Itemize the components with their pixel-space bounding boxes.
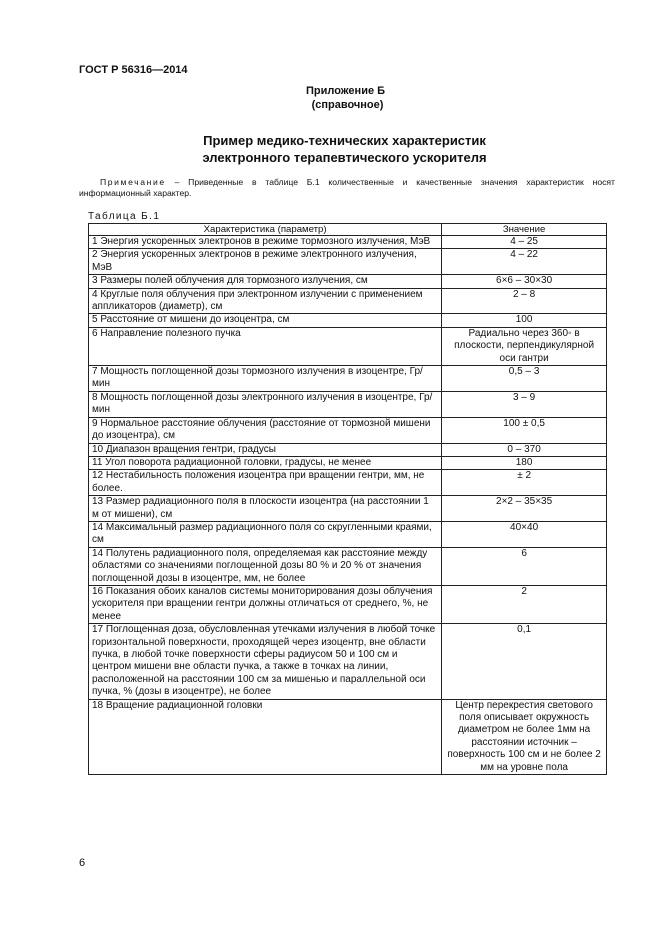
parameter-cell: 16 Показания обоих каналов системы мониторирования дозы облучения ускорителя при вращении гентри должны отличаться от среднего, %, не менее [89, 585, 442, 623]
parameter-cell: 3 Размеры полей облучения для тормозного излучения, см [89, 275, 442, 288]
table-row [89, 288, 607, 314]
parameter-cell: 13 Размер радиационного поля в плоскости изоцентра (на расстоянии 1 м от мишени), см [89, 496, 442, 522]
value-cell: 0,1 [442, 624, 607, 699]
table-row [89, 314, 607, 327]
parameter-cell: 2 Энергия ускоренных электронов в режиме электронного излучения, МэВ [89, 249, 442, 275]
appendix-title: Приложение Б [305, 85, 386, 97]
value-cell: 4 – 22 [442, 249, 607, 275]
document-code: ГОСТ Р 56316—2014 [79, 64, 188, 76]
note-text: – Приведенные в таблице Б.1 количественные и качественные значения характеристик носят информационный характер. [79, 177, 615, 198]
parameter-cell: 6 Направление полезного пучка [89, 327, 442, 365]
appendix-subtitle: (справочное) [311, 99, 384, 111]
value-cell: 6×6 – 30×30 [442, 275, 607, 288]
parameter-cell: 11 Угол поворота радиационной головки, градусы, не менее [89, 456, 442, 469]
table-row [89, 547, 607, 585]
characteristics-table [88, 223, 607, 775]
table-row [89, 699, 607, 774]
value-cell: 6 [442, 547, 607, 585]
parameter-cell: 14 Полутень радиационного поля, определяемая как расстояние между областями со значениями поглощенной дозы 80 % и 20 % от значения поглощенной дозы в изоцентре, мм, не более [89, 547, 442, 585]
value-cell: 4 – 25 [442, 236, 607, 249]
value-cell: 2 [442, 585, 607, 623]
table-row [89, 327, 607, 365]
table-row [89, 275, 607, 288]
table-row [89, 624, 607, 699]
value-cell: 180 [442, 456, 607, 469]
table-row [89, 456, 607, 469]
parameter-cell: 18 Вращение радиационной головки [89, 699, 442, 774]
value-cell: 0,5 – 3 [442, 366, 607, 392]
value-cell: 100 [442, 314, 607, 327]
table-row [89, 521, 607, 547]
appendix-heading [0, 84, 661, 112]
column-header-parameter: Характеристика (параметр) [89, 224, 442, 236]
parameter-cell: 1 Энергия ускоренных электронов в режиме тормозного излучения, МэВ [89, 236, 442, 249]
value-cell: 40×40 [442, 521, 607, 547]
value-cell: 2 – 8 [442, 288, 607, 314]
table-row [89, 249, 607, 275]
table-label: Таблица Б.1 [88, 211, 161, 222]
table-row [89, 417, 607, 443]
value-cell: Центр перекрестия светового поля описывает окружность диаметром не более 1мм на расстоянии источник – поверхность 100 см и не более 2 мм на уровне пола [442, 699, 607, 774]
parameter-cell: 9 Нормальное расстояние облучения (расстояние от тормозной мишени до изоцентра), см [89, 417, 442, 443]
page-number: 6 [79, 857, 86, 869]
column-header-value: Значение [442, 224, 607, 236]
parameter-cell: 12 Нестабильность положения изоцентра при вращении гентри, мм, не более. [89, 470, 442, 496]
parameter-cell: 7 Мощность поглощенной дозы тормозного излучения в изоцентре, Гр/мин [89, 366, 442, 392]
table-row [89, 443, 607, 456]
table-row [89, 236, 607, 249]
value-cell: Радиально через 360◦ в плоскости, перпендикулярной оси гантри [442, 327, 607, 365]
parameter-cell: 5 Расстояние от мишени до изоцентра, см [89, 314, 442, 327]
section-title-line-2: электронного терапевтического ускорителя [202, 150, 487, 165]
table-row [89, 585, 607, 623]
parameter-cell: 17 Поглощенная доза, обусловленная утечками излучения в любой точке горизонтальной поверхности, проходящей через изоцентр, вне области пучка, в любой точке поверхности сферы радиусом 50 и 100 см и центром мишени вне области пучка, а также в точках на линии, расположенной на расстоянии 100 см за мишенью и параллельной оси пучка, % (дозы в изоцентре), не более [89, 624, 442, 699]
table-row [89, 391, 607, 417]
note-paragraph [79, 177, 615, 199]
parameter-cell: 8 Мощность поглощенной дозы электронного излучения в изоцентре, Гр/мин [89, 391, 442, 417]
note-lead: Примечание [100, 177, 166, 187]
parameter-cell: 4 Круглые поля облучения при электронном излучении с применением аппликаторов (диаметр), см [89, 288, 442, 314]
value-cell: 2×2 – 35×35 [442, 496, 607, 522]
table-row [89, 366, 607, 392]
value-cell: 3 – 9 [442, 391, 607, 417]
table-row [89, 496, 607, 522]
value-cell: 0 – 370 [442, 443, 607, 456]
value-cell: ± 2 [442, 470, 607, 496]
value-cell: 100 ± 0,5 [442, 417, 607, 443]
table-header-row [89, 224, 607, 236]
section-title-line-1: Пример медико-технических характеристик [203, 133, 486, 148]
parameter-cell: 10 Диапазон вращения гентри, градусы [89, 443, 442, 456]
section-title [0, 132, 661, 166]
table-row [89, 470, 607, 496]
parameter-cell: 14 Максимальный размер радиационного поля со скругленными краями, см [89, 521, 442, 547]
table-body [89, 236, 607, 775]
